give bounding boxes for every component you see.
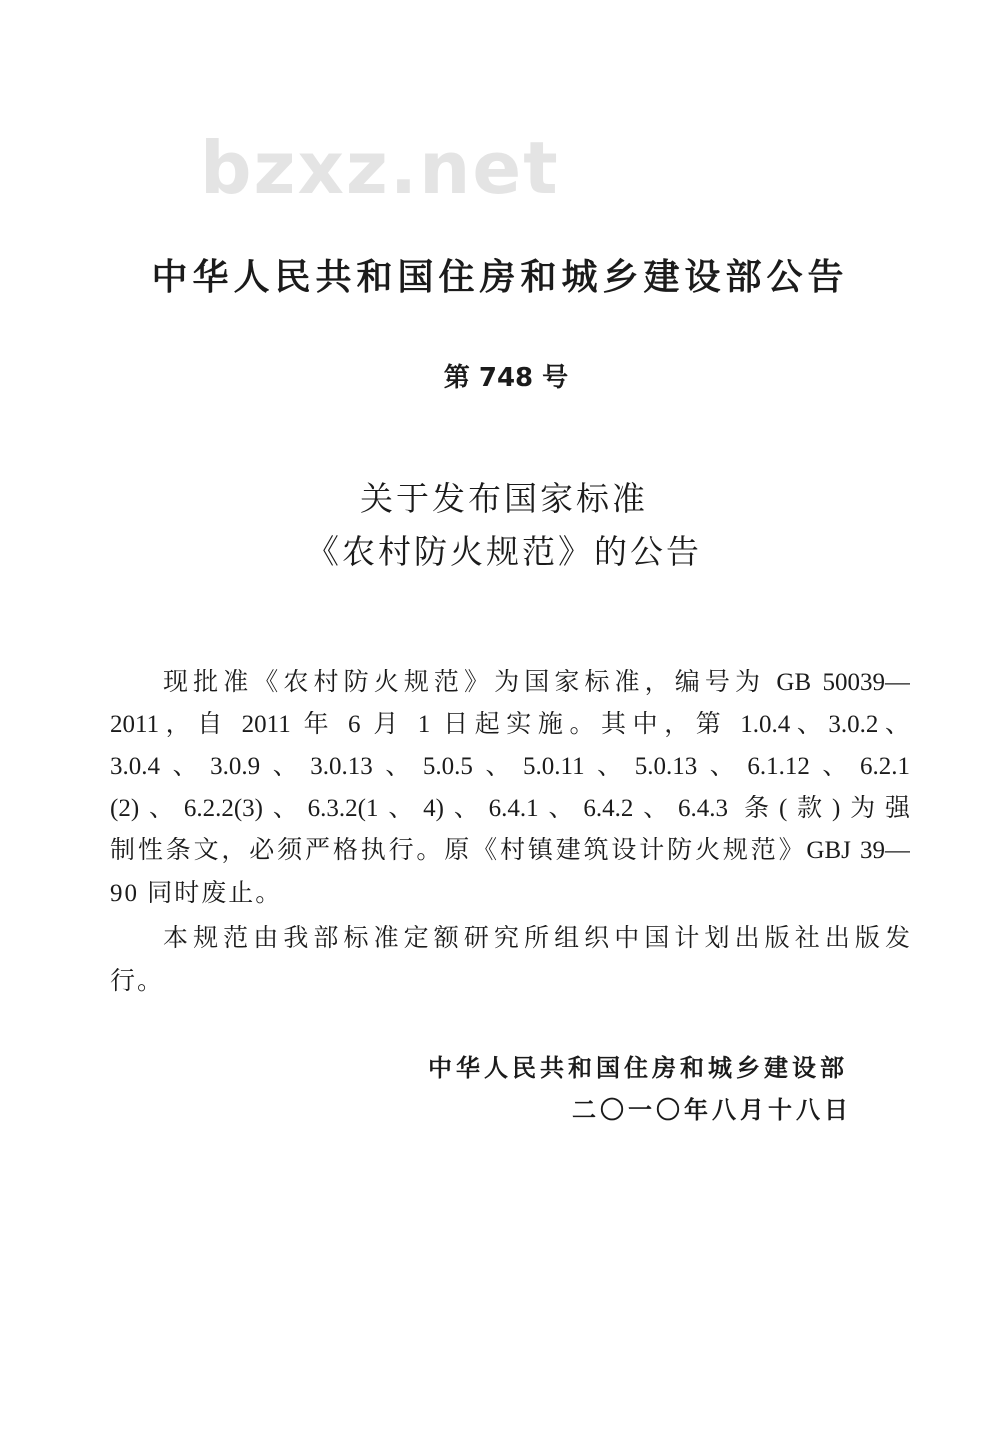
issuer-signature: 中华人民共和国住房和城乡建设部 bbox=[428, 1054, 848, 1082]
notice-title: 中华人民共和国住房和城乡建设部公告 bbox=[151, 257, 849, 298]
notice-subtitle-line-1: 关于发布国家标准 bbox=[360, 482, 648, 518]
body-line: 3.0.4、3.0.9、3.0.13、5.0.5、5.0.11、5.0.13、6.1.12、6.2.1 bbox=[110, 753, 910, 780]
issue-date: 二〇一〇年八月十八日 bbox=[572, 1096, 852, 1124]
body-line: 90 同时废止。 bbox=[110, 880, 283, 907]
notice-subtitle-line-2: 《农村防火规范》的公告 bbox=[306, 535, 702, 571]
body-line: 制性条文，必须严格执行。原《村镇建筑设计防火规范》GBJ 39— bbox=[110, 837, 910, 864]
body-line: 本规范由我部标准定额研究所组织中国计划出版社出版发 bbox=[163, 925, 910, 952]
body-line: 现批准《农村防火规范》为国家标准，编号为 GB 50039— bbox=[163, 669, 910, 696]
body-line: (2)、6.2.2(3)、6.3.2(1、4)、6.4.1、6.4.2、6.4.3 条(款)为强 bbox=[110, 795, 910, 822]
body-line: 行。 bbox=[110, 968, 165, 995]
watermark: bzxz.net bbox=[200, 126, 560, 210]
notice-number: 第 748 号 bbox=[443, 363, 569, 393]
body-line: 2011，自 2011 年 6 月 1 日起实施。其中，第 1.0.4、3.0.2、 bbox=[110, 711, 910, 738]
